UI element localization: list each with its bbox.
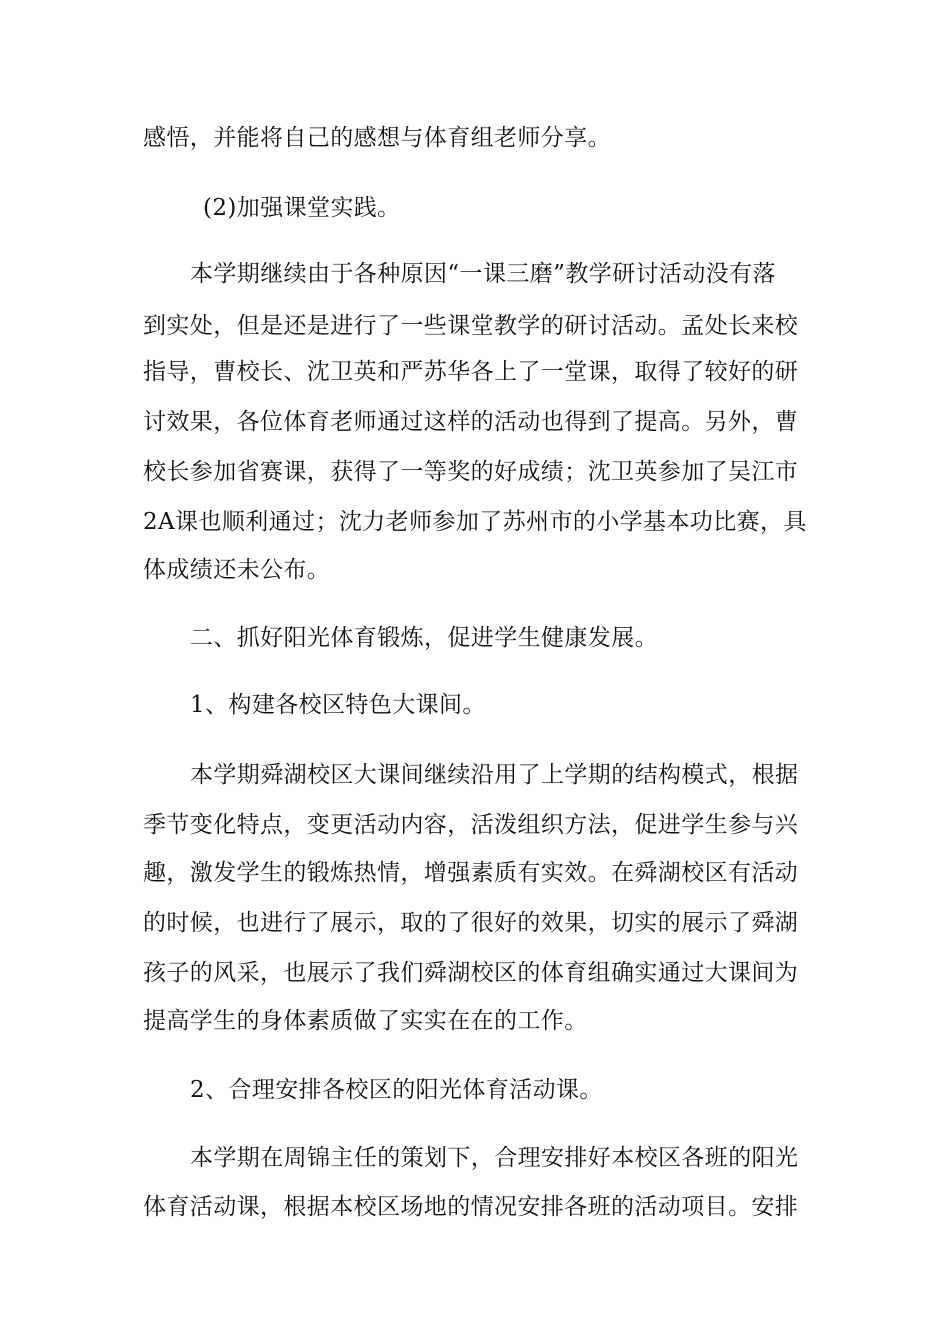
text-line: 的时候，也进行了展示，取的了很好的效果，切实的展示了舜湖	[143, 910, 799, 936]
subheading: 2、合理安排各校区的阳光体育活动课。	[190, 1077, 603, 1103]
text-line: 本学期在周锦主任的策划下，合理安排好本校区各班的阳光	[190, 1145, 799, 1171]
text-line: 指导，曹校长、沈卫英和严苏华各上了一堂课，取得了较好的研	[143, 359, 799, 385]
text-line: 本学期舜湖校区大课间继续沿用了上学期的结构模式，根据	[190, 762, 799, 788]
text-line: 校长参加省赛课，获得了一等奖的好成绩；沈卫英参加了吴江市	[143, 459, 799, 485]
subheading: (2)加强课堂实践。	[203, 195, 401, 221]
text-line: 趣，激发学生的锻炼热情，增强素质有实效。在舜湖校区有活动	[143, 860, 799, 886]
text-line: 到实处，但是还是进行了一些课堂教学的研讨活动。孟处长来校	[143, 313, 799, 339]
text-line: 体育活动课，根据本校区场地的情况安排各班的活动项目。安排	[143, 1194, 799, 1220]
text-line: 2A课也顺利通过；沈力老师参加了苏州市的小学基本功比赛，具	[143, 509, 807, 535]
text-line: 季节变化特点，变更活动内容，活泼组织方法，促进学生参与兴	[143, 812, 799, 838]
text-line: 提高学生的身体素质做了实实在在的工作。	[143, 1008, 588, 1034]
text-line: 孩子的风采，也展示了我们舜湖校区的体育组确实通过大课间为	[143, 960, 799, 986]
text-line: 本学期继续由于各种原因“一课三磨”教学研讨活动没有落	[190, 261, 776, 287]
text-line: 感悟，并能将自己的感想与体育组老师分享。	[143, 125, 611, 151]
text-line: 体成绩还未公布。	[143, 557, 331, 583]
section-heading: 二、抓好阳光体育锻炼，促进学生健康发展。	[190, 625, 658, 651]
subheading: 1、构建各校区特色大课间。	[190, 692, 486, 718]
text-line: 讨效果，各位体育老师通过这样的活动也得到了提高。另外，曹	[143, 409, 799, 435]
